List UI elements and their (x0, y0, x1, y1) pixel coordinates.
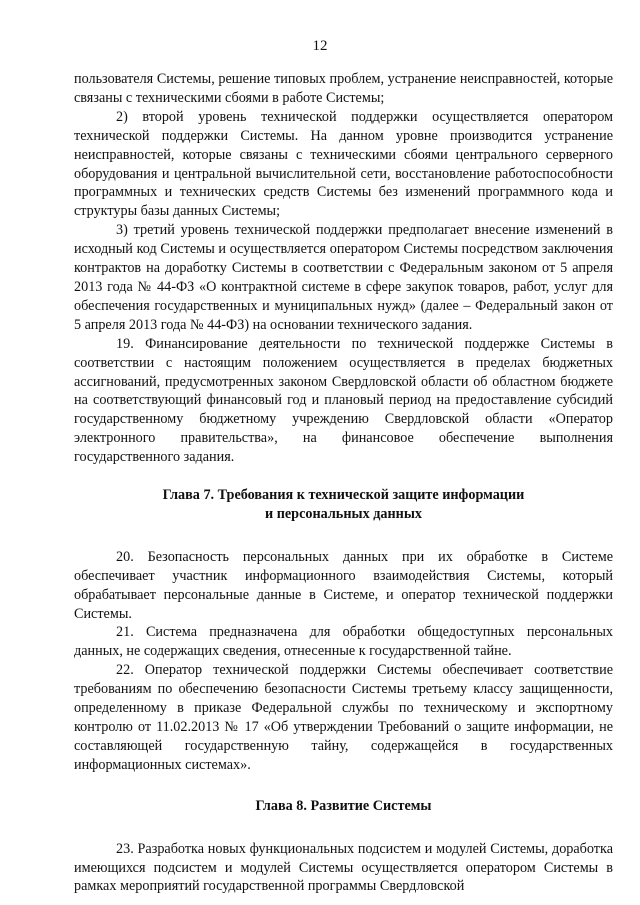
paragraph-23: 23. Разработка новых функциональных подсистем и модулей Системы, доработка имеющихся подсистем и модулей Системы осуществляется оператором Системы в рамках мероприятий государственной программы Свердловской (74, 840, 613, 895)
paragraph-continuation: пользователя Системы, решение типовых проблем, устранение неисправностей, которые связаны с техническими сбоями в работе Системы; (74, 71, 613, 106)
chapter-7-title-line1: Глава 7. Требования к технической защите информации (162, 487, 525, 504)
chapter-7-title-line2: и персональных данных (264, 505, 422, 522)
paragraph-level-3: 3) третий уровень технической поддержки предполагает внесение изменений в исходный код Системы и осуществляется оператором Системы посредством заключения контрактов на доработку Системы в соответствии с Федеральным законом от 5 апреля 2013 года № 44-ФЗ «О контрактной системе в сфере закупок товаров, работ, услуг для обеспечения государственных и муниципальных нужд» (далее – Федеральный закон от 5 апреля 2013 года № 44-ФЗ) на основании технического задания. (74, 222, 613, 333)
chapter-8-title: Глава 8. Развитие Системы (255, 797, 432, 814)
paragraph-22: 22. Оператор технической поддержки Системы обеспечивает соответствие требованиям по обеспечению безопасности Системы третьему классу защищенности, определенному в приказе Федеральной службы по техническому и экспортному контролю от 11.02.2013 № 17 «Об утверждении Требований о защите информации, не составляющей государственную тайну, содержащейся в государственных информационных системах». (74, 662, 613, 773)
paragraph-21: 21. Система предназначена для обработки общедоступных персональных данных, не содержащих сведения, отнесенные к государственной тайне. (74, 624, 613, 660)
document-body (74, 70, 613, 896)
paragraph-19: 19. Финансирование деятельности по технической поддержке Системы в соответствии с настоящим положением осуществляется в пределах бюджетных ассигнований, предусмотренных законом Свердловской области об областном бюджете на соответствующий финансовый год и плановый период на предоставление субсидий государственному бюджетному учреждению Свердловской области «Оператор электронного правительства», на финансовое обеспечение выполнения государственного задания. (74, 335, 613, 466)
paragraph-20: 20. Безопасность персональных данных при их обработке в Системе обеспечивает участник информационного взаимодействия Системы, который обрабатывает персональные данные в Системе, и оператор технической поддержки Системы. (74, 548, 613, 622)
paragraph-level-2: 2) второй уровень технической поддержки осуществляется оператором технической поддержки Системы. На данном уровне производится устранение неисправностей, которые связаны с техническими сбоями центрального серверного оборудования и центральной вычислительной сети, восстановление работоспособности программных и технических средств Системы без изменений программного кода и структуры базы данных Системы; (74, 108, 613, 220)
page-number: 12 (312, 38, 328, 54)
